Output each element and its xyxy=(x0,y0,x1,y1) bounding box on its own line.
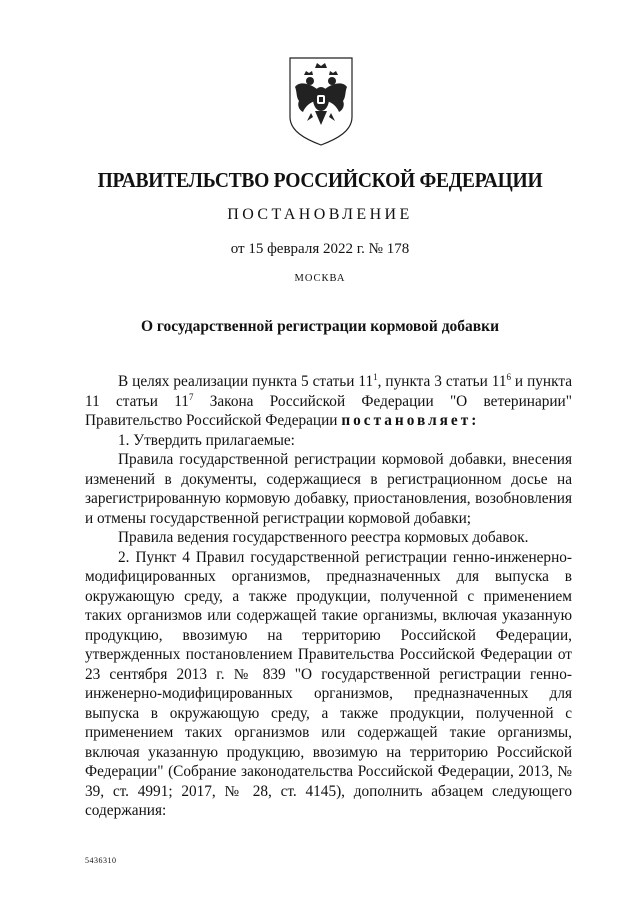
paragraph-rules-registry: Правила ведения государственного реестра кормовых добавок. xyxy=(118,529,529,546)
government-title: ПРАВИТЕЛЬСТВО РОССИЙСКОЙ ФЕДЕРАЦИИ xyxy=(97,168,543,192)
paragraph-item-1: 1. Утвердить прилагаемые: xyxy=(118,431,295,449)
document-city: МОСКВА xyxy=(294,273,346,284)
superscript-7: 7 xyxy=(188,391,194,402)
preamble-text-3: и пункта 11 статьи 11 xyxy=(85,373,572,410)
document-type: ПОСТАНОВЛЕНИЕ xyxy=(227,206,413,223)
paragraph-rules-registration: Правила государственной регистрации кормовой добавки, внесения изменений в документы, содержащиеся в регистрационном досье на зарегистрированную кормовую добавку, приостановления, возобновления и отмены государственной регистрации кормовой добавки; xyxy=(85,451,572,527)
document-body xyxy=(85,372,572,821)
preamble-text-1: В целях реализации пункта 5 статьи 11 xyxy=(118,373,374,390)
paragraph-preamble xyxy=(85,372,572,431)
coat-of-arms-icon xyxy=(287,55,355,147)
preamble-text-4: Закона Российской Федерации "О ветеринарии" Правительство Российской Федерации xyxy=(85,392,572,429)
decree-word: постановляет: xyxy=(341,412,480,429)
paragraph-item-2: 2. Пункт 4 Правил государственной регистрации генно-инженерно-модифицированных организмов, предназначенных для выпуска в окружающую среду, а также продукции, полученной с применением таких организмов или содержащей такие организмы, включая указанную продукцию, ввозимую на территорию Российской Федерации, утвержденных постановлением Правительства Российской Федерации от 23 сентября 2013 г. № 839 "О государственной регистрации генно-инженерно-модифицированных организмов, предназначенных для выпуска в окружающую среду, а также продукции, полученной с применением таких организмов или содержащей такие организмы, включая указанную продукцию, ввозимую на территорию Российской Федерации" (Собрание законодательства Российской Федерации, 2013, № 39, ст. 4991; 2017, № 28, ст. 4145), дополнить абзацем следующего содержания: xyxy=(85,548,572,819)
document-date-number: от 15 февраля 2022 г. № 178 xyxy=(230,241,410,257)
superscript-1: 1 xyxy=(373,372,378,382)
footer-document-code: 5436310 xyxy=(85,856,117,865)
document-subject: О государственной регистрации кормовой добавки xyxy=(140,318,500,335)
preamble-text-2: , пункта 3 статьи 11 xyxy=(377,373,507,390)
superscript-6: 6 xyxy=(506,372,511,382)
